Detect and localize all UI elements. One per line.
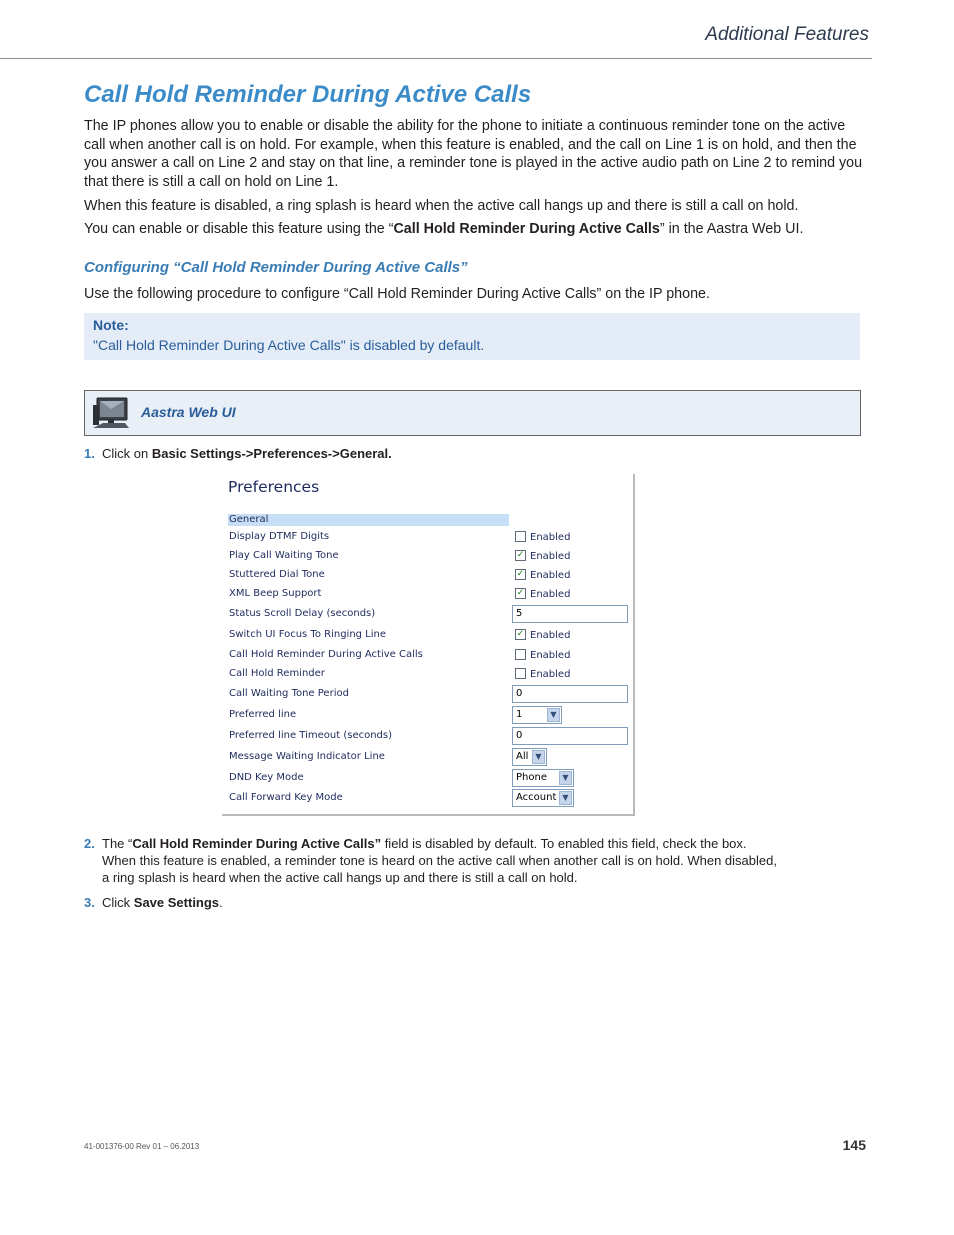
chevron-down-icon[interactable]: ▼ [532,750,545,764]
header-section-title: Additional Features [705,24,869,45]
checked-checkbox[interactable]: ✓ [516,588,525,598]
preference-label: DND Key Mode [229,772,304,783]
preference-label: Stuttered Dial Tone [229,569,325,580]
preference-label: XML Beep Support [229,588,322,599]
step-number: 2. [84,836,95,851]
intro-paragraph-3 [84,220,868,239]
checkbox-label: Enabled [530,551,571,562]
unchecked-checkbox[interactable] [515,649,526,660]
chevron-down-icon[interactable]: ▼ [547,708,560,722]
preferences-title: Preferences [228,478,320,496]
checkbox-label: Enabled [530,589,571,600]
step-text-post: . [219,895,223,910]
intro-paragraph-2: When this feature is disabled, a ring splash is heard when the active call hangs up and there is still a call on hold. [84,198,799,214]
computer-icon [91,395,131,431]
section-subheading: Configuring “Call Hold Reminder During Active Calls” [84,259,468,276]
step-bold: Save Settings [133,895,220,910]
preference-text-input[interactable]: 5 [512,605,628,623]
preference-label: Preferred line Timeout (seconds) [229,730,393,741]
step-1 [84,445,392,462]
step-number: 3. [84,895,95,910]
preference-dropdown[interactable] [512,769,574,787]
step-text-post: field is disabled by default. To enabled this field, check the box. [381,836,747,851]
preference-dropdown[interactable] [512,789,574,807]
webui-banner [84,390,861,436]
unchecked-checkbox[interactable] [515,531,526,542]
preference-label: Status Scroll Delay (seconds) [229,608,376,619]
chevron-down-icon[interactable]: ▼ [559,771,572,785]
dropdown-value: 1 [516,709,523,720]
checkbox-label: Enabled [530,570,571,581]
dropdown-value: Account [516,792,557,803]
preference-label: Display DTMF Digits [229,531,330,542]
preference-label: Call Hold Reminder During Active Calls [229,649,423,660]
step-text: The “ [102,836,133,851]
checkbox-label: Enabled [530,669,571,680]
preference-label: Play Call Waiting Tone [229,550,339,561]
procedure-intro: Use the following procedure to configure “Call Hold Reminder During Active Calls” on the IP phone. [84,286,710,302]
step-text-line3: a ring splash is heard when the active call hangs up and there is still a call on hold. [102,870,578,885]
preference-text-input[interactable]: 0 [512,685,628,703]
preference-label: Preferred line [229,709,297,720]
checkbox-label: Enabled [530,532,571,543]
p3-pre: You can enable or disable this feature using the “ [84,221,394,237]
intro-paragraph-1: The IP phones allow you to enable or disable the ability for the phone to initiate a continuous reminder tone on the active call when another call is on hold. For example, when this feature is enabled, and the call on Line 1 is on hold, and then the you answer a call on Line 2 and stay on that line, a reminder tone is played in the active audio path on Line 2 to remind you that there is still a call on hold on Line 1. [84,118,863,190]
note-label: Note: [93,317,129,333]
dropdown-value: All [516,751,529,762]
step-text-line2: When this feature is enabled, a reminder tone is heard on the active call when another call is on hold. When disabled, [102,853,777,868]
preference-dropdown[interactable] [512,706,562,724]
page-title: Call Hold Reminder During Active Calls [84,81,532,108]
step-3 [84,894,223,911]
checked-checkbox[interactable]: ✓ [516,569,525,579]
dropdown-value: Phone [516,772,547,783]
footer-doc-number: 41-001376-00 Rev 01 – 06.2013 [84,1142,200,1151]
preferences-panel [222,474,635,816]
chevron-down-icon[interactable]: ▼ [559,791,572,805]
step-number: 1. [84,446,95,461]
checked-checkbox[interactable]: ✓ [516,629,525,639]
preference-label: Call Waiting Tone Period [229,688,349,699]
header-divider [0,58,872,59]
preference-text-input[interactable]: 0 [512,727,628,745]
preferences-section-general: General [228,514,509,526]
unchecked-checkbox[interactable] [515,668,526,679]
step-text: Click on [102,446,152,461]
preference-label: Message Waiting Indicator Line [229,751,385,762]
preference-label: Call Hold Reminder [229,668,325,679]
footer-page-number: 145 [842,1137,866,1153]
p3-post: ” in the Aastra Web UI. [659,221,804,237]
step-bold: Basic Settings->Preferences->General. [151,446,392,461]
p3-bold: Call Hold Reminder During Active Calls [393,221,660,237]
note-box [84,313,860,360]
checkbox-label: Enabled [530,630,571,641]
step-text: Click [102,895,134,910]
checked-checkbox[interactable]: ✓ [516,550,525,560]
step-2 [84,835,777,885]
preference-label: Call Forward Key Mode [229,792,343,803]
preference-dropdown[interactable] [512,748,547,766]
step-bold: Call Hold Reminder During Active Calls” [132,836,382,851]
preference-label: Switch UI Focus To Ringing Line [229,629,387,640]
checkbox-label: Enabled [530,650,571,661]
webui-label: Aastra Web UI [141,404,236,420]
note-text: "Call Hold Reminder During Active Calls" is disabled by default. [93,337,485,353]
